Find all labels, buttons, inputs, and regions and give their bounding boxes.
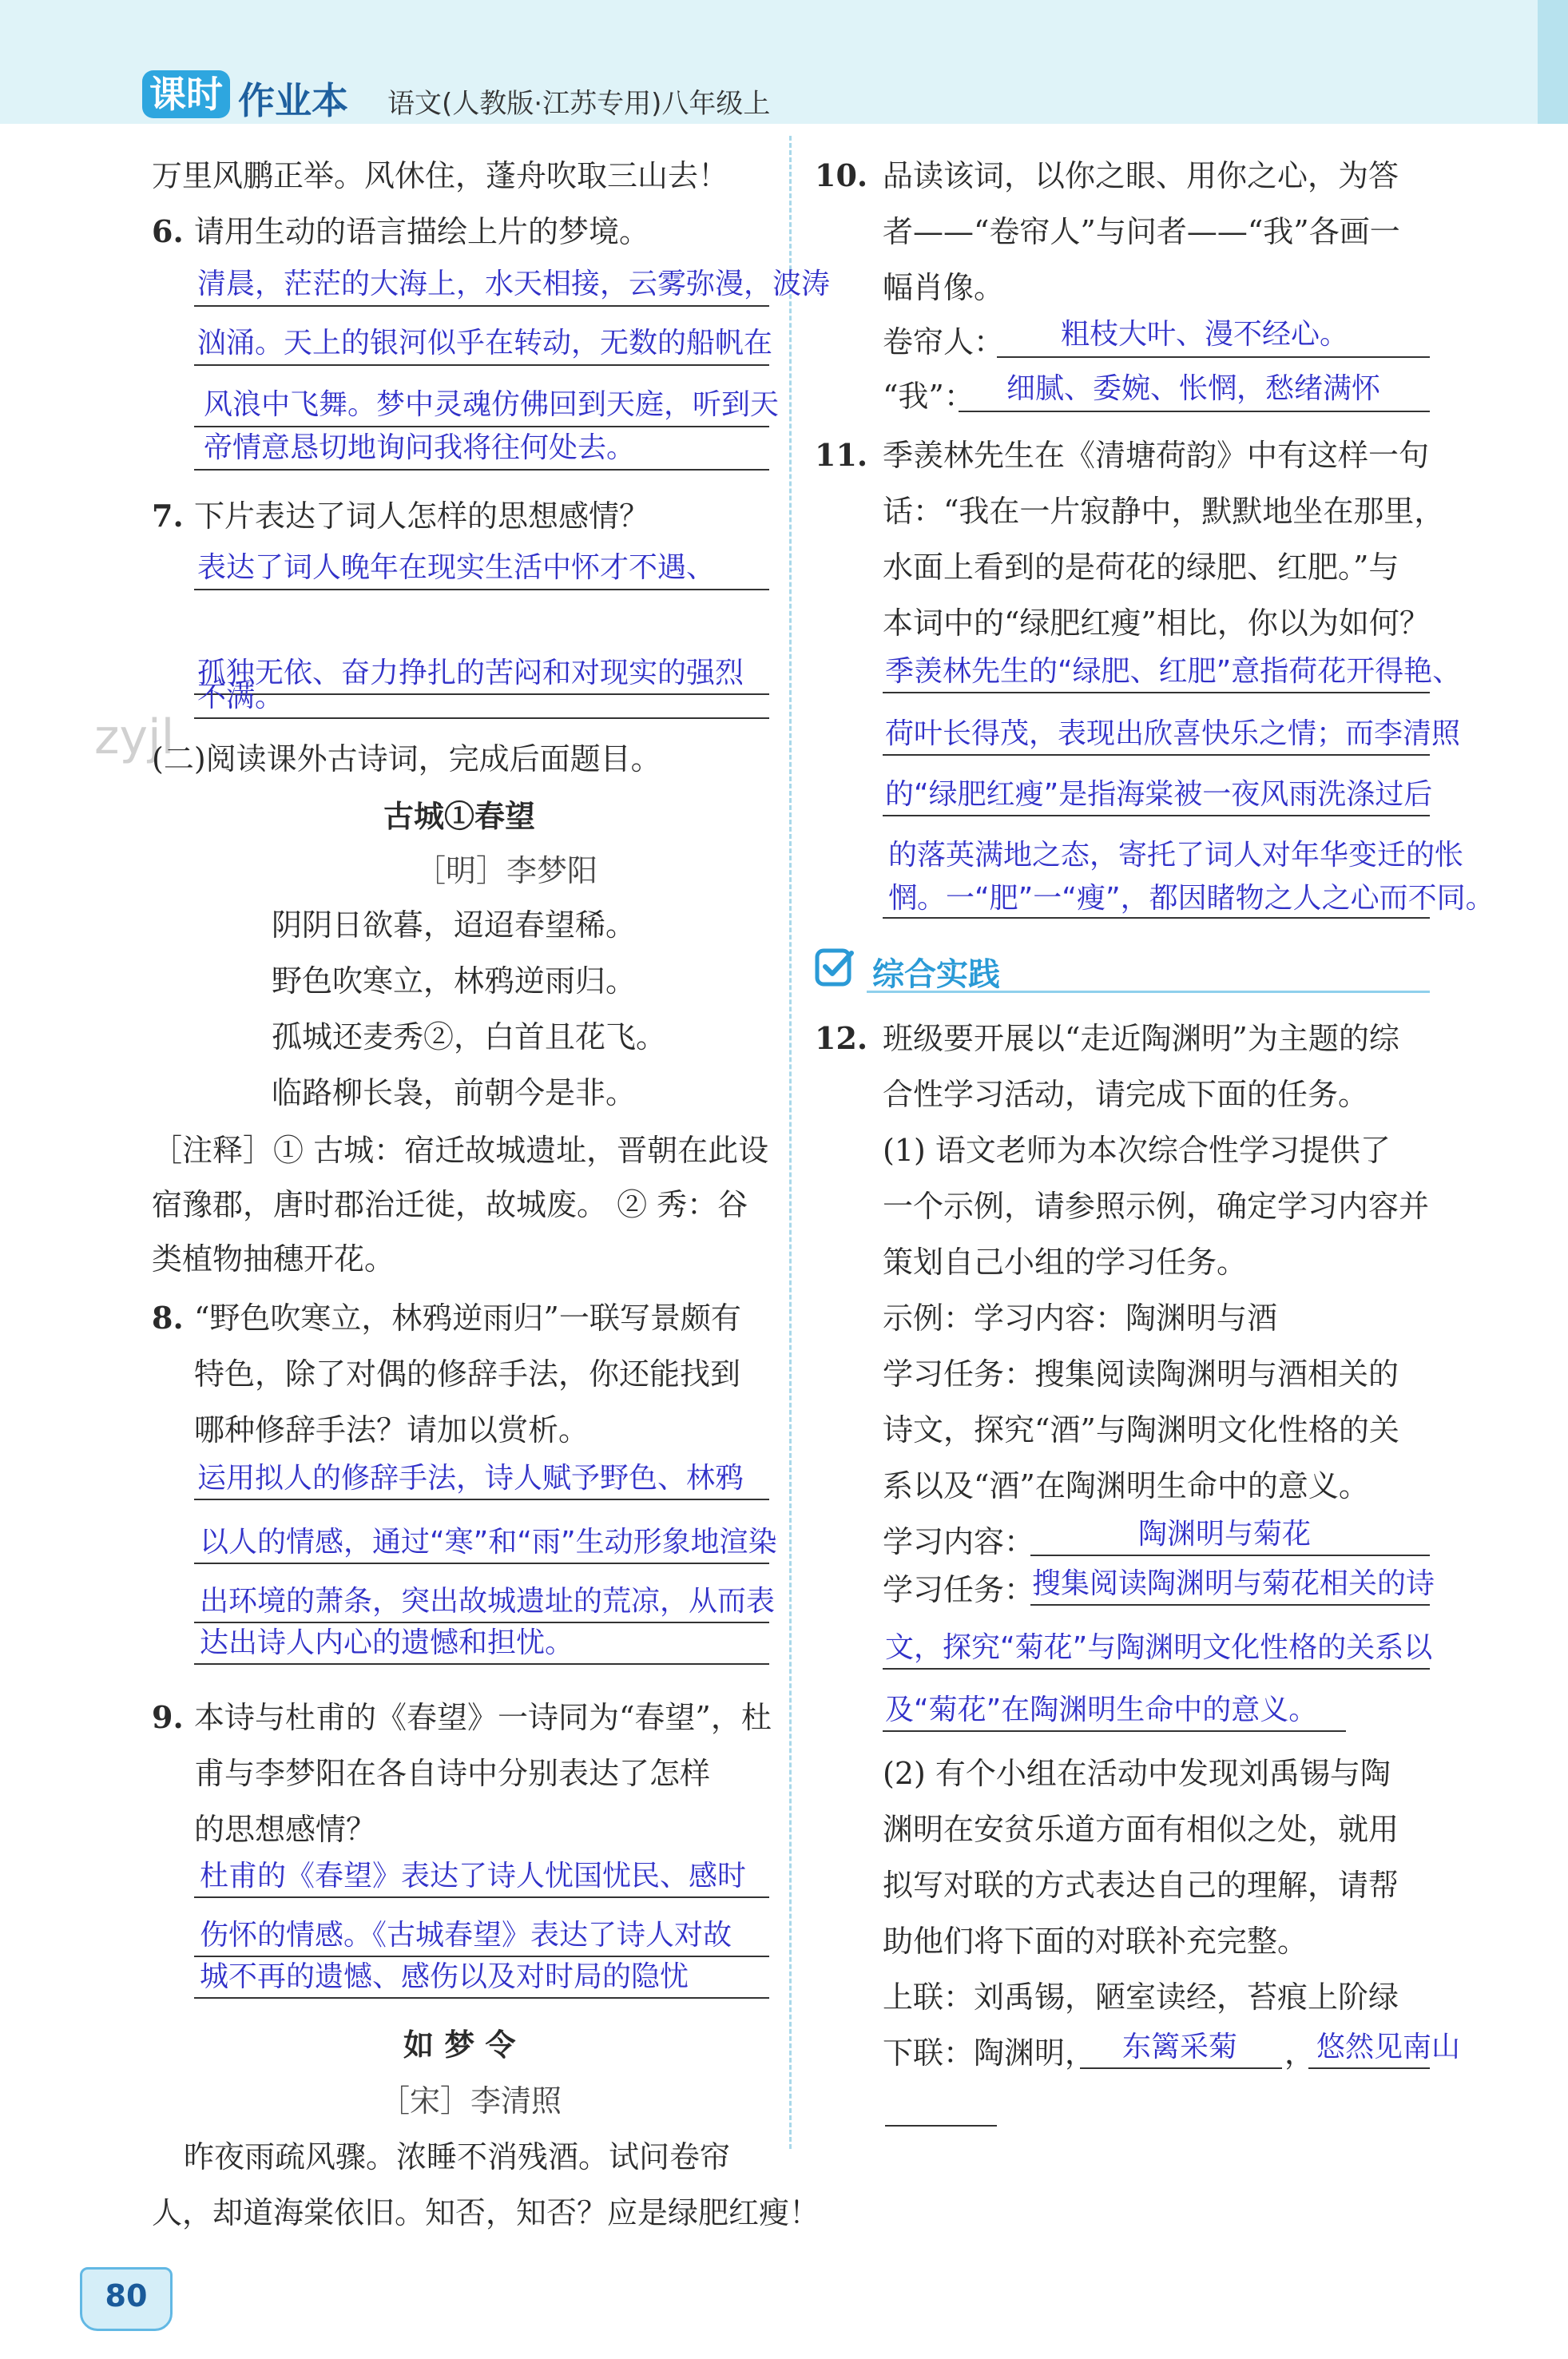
question-8-text: 特色，除了对偶的修辞手法，你还能找到 [194,1356,741,1392]
task-2-text: 助他们将下面的对联补充完整。 [883,1924,1308,1959]
annotation-line: 宿豫郡，唐时郡治迁徙，故城废。 ② 秀：谷 [152,1187,748,1222]
example-text: 诗文，探究“酒”与陶渊明文化性格的关 [883,1412,1399,1448]
question-8-text: 哪种修辞手法？请加以赏析。 [194,1412,589,1448]
answer-8-line-2: 以人的情感，通过“寒”和“雨”生动形象地渲染 [200,1526,777,1559]
question-number: 6. [152,213,184,249]
content-label: 学习内容： [883,1524,1035,1559]
answer-underline [1080,2067,1282,2069]
answer-couplet-1: 东篱采菊 [1122,2031,1238,2063]
question-number: 9. [152,1699,184,1735]
answer-underline [194,1997,769,1999]
question-number: 11. [815,437,868,473]
question-number: 8. [152,1300,184,1336]
poem-1-line: 临路柳长袅，前朝今是非。 [272,1075,637,1110]
book-title: 作业本 [238,79,348,122]
task-2-text: 渊明在安贫乐道方面有相似之处，就用 [883,1812,1399,1847]
watermark: zyjl [94,709,175,765]
checklist-icon [815,947,856,988]
poem-1-author: ［明］李梦阳 [415,853,598,888]
answer-6-line-2: 汹涌。天上的银河似乎在转动，无数的船帆在 [197,327,773,359]
answer-7-line-3: 不满。 [197,681,284,713]
portrait-label: 卷帘人： [883,324,1005,359]
answer-12-task-line-3: 及“菊花”在陶渊明生命中的意义。 [885,1694,1318,1726]
question-9-text: 本诗与杜甫的《春望》一诗同为“春望”，杜 [194,1700,772,1735]
book-subtitle: 语文(人教版·江苏专用)八年级上 [387,88,771,120]
poem-1-line: 阴阴日欲暮，迢迢春望稀。 [272,907,637,943]
answer-12-task-line-2: 文，探究“菊花”与陶渊明文化性格的关系以 [885,1631,1433,1664]
answer-underline [194,1499,769,1500]
answer-underline [194,717,769,719]
example-text: 学习任务：搜集阅读陶渊明与酒相关的 [883,1356,1399,1392]
answer-underline [883,815,1430,816]
page-number: 80 [105,2278,148,2313]
answer-8-line-1: 运用拟人的修辞手法，诗人赋予野色、林鸦 [197,1462,744,1495]
task-2-text: (2) 有个小组在活动中发现刘禹锡与陶 [883,1756,1391,1791]
question-10-text: 品读该词，以你之眼、用你之心，为答 [883,158,1399,193]
answer-7-line-2: 孤独无依、奋力挣扎的苦闷和对现实的强烈 [197,657,744,689]
answer-10-line-1: 粗枝大叶、漫不经心。 [1061,318,1349,351]
answer-underline [194,1663,769,1665]
answer-6-line-4: 帝情意恳切地询问我将往何处去。 [204,431,636,464]
answer-underline [194,1956,769,1957]
page-header [0,0,1568,124]
answer-9-line-1: 杜甫的《春望》表达了诗人忧国忧民、感时 [200,1860,747,1892]
task-2-text: 拟写对联的方式表达自己的理解，请帮 [883,1868,1399,1903]
question-6-text: 请用生动的语言描绘上片的梦境。 [194,214,650,249]
answer-6-line-3: 风浪中飞舞。梦中灵魂仿佛回到天庭，听到天 [204,388,780,421]
answer-underline [959,411,1430,412]
answer-underline [883,917,1430,919]
answer-underline [883,754,1430,756]
question-11-text: 话：“我在一片寂静中，默默地坐在那里， [883,494,1445,529]
answer-underline [1308,2067,1430,2069]
question-10-text: 者——“卷帘人”与问者——“我”各画一 [883,214,1400,249]
couplet-comma: ， [1284,2035,1316,2071]
answer-underline [885,2125,997,2127]
couplet-upper: 上联：刘禹锡，陋室读经，苔痕上阶绿 [883,1980,1399,2015]
answer-11-line-1: 季羡林先生的“绿肥、红肥”意指荷花开得艳、 [885,655,1462,688]
answer-8-line-3: 出环境的萧条，突出故城遗址的荒凉，从而表 [200,1585,776,1618]
answer-11-line-2: 荷叶长得茂，表现出欣喜快乐之情；而李清照 [885,717,1461,750]
poem-1-line: 孤城还麦秀②，白首且花飞。 [272,1019,667,1054]
column-divider [789,136,792,2149]
question-number: 7. [152,498,184,534]
answer-underline [194,469,769,471]
answer-6-line-1: 清晨，茫茫的大海上，水天相接，云雾弥漫，波涛 [197,268,831,300]
question-12-text: 班级要开展以“走近陶渊明”为主题的综 [883,1021,1399,1056]
question-12-text: 合性学习活动，请完成下面的任务。 [883,1077,1369,1112]
answer-underline [1030,1555,1430,1556]
answer-11-line-5: 惘。一“肥”一“瘦”，都因睹物之人之心而不同。 [888,882,1495,915]
question-11-text: 水面上看到的是荷花的绿肥、红肥。”与 [883,550,1399,585]
answer-underline [997,356,1430,358]
answer-8-line-4: 达出诗人内心的遗憾和担忧。 [200,1626,574,1659]
answer-11-line-4: 的落英满地之态，寄托了词人对年华变迁的怅 [888,839,1464,872]
answer-9-line-2: 伤怀的情感。《古城春望》表达了诗人对故 [200,1919,732,1952]
question-10-text: 幅肖像。 [883,270,1005,305]
poem-2-title: 如 梦 令 [403,2027,516,2063]
annotation-line: 类植物抽穗开花。 [152,1241,395,1277]
answer-underline [883,1730,1346,1732]
answer-11-line-3: 的“绿肥红瘦”是指海棠被一夜风雨洗涤过后 [885,778,1433,811]
poem-2-line: 人，却道海棠依旧。知否，知否？应是绿肥红瘦！ [152,2195,820,2230]
section-rule [867,991,1430,993]
example-text: 示例：学习内容：陶渊明与酒 [883,1301,1278,1336]
answer-10-line-2: 细腻、委婉、怅惘，愁绪满怀 [1006,372,1381,405]
answer-9-line-3: 城不再的遗憾、感伤以及对时局的隐忧 [200,1960,689,1993]
answer-underline [194,589,769,590]
question-9-text: 甫与李梦阳在各自诗中分别表达了怎样 [194,1756,711,1791]
question-11-text: 季羡林先生在《清塘荷韵》中有这样一句 [883,438,1430,473]
question-number: 10. [815,157,868,193]
answer-underline [194,1896,769,1898]
section-title: 综合实践 [872,956,1000,993]
example-text: 系以及“酒”在陶渊明生命中的意义。 [883,1468,1369,1503]
answer-underline [194,305,769,307]
poem-ending-line: 万里风鹏正举。风休住，蓬舟吹取三山去！ [152,158,729,193]
brand-logo: 课时 [142,70,230,118]
question-7-text: 下片表达了词人怎样的思想感情？ [194,498,650,534]
header-edge-tab [1538,0,1568,124]
answer-underline [883,1668,1430,1670]
answer-underline [883,692,1430,693]
answer-underline [194,364,769,366]
answer-7-line-1: 表达了词人晚年在现实生活中怀才不遇、 [197,551,716,584]
section-2-heading: (二)阅读课外古诗词，完成后面题目。 [152,741,661,776]
task-1-text: 一个示例，请参照示例，确定学习内容并 [883,1189,1430,1224]
task-1-text: (1) 语文老师为本次综合性学习提供了 [883,1133,1391,1168]
annotation-line: ［注释］① 古城：宿迁故城遗址，晋朝在此设 [152,1133,769,1168]
poem-2-line: 昨夜雨疏风骤。浓睡不消残酒。试问卷帘 [184,2139,731,2174]
poem-2-author: ［宋］李清照 [379,2083,562,2119]
answer-underline [1030,1604,1430,1606]
answer-underline [194,1563,769,1564]
answer-underline [194,1622,769,1623]
question-11-text: 本词中的“绿肥红瘦”相比，你以为如何？ [883,606,1430,641]
answer-12-task-line-1: 搜集阅读陶渊明与菊花相关的诗 [1032,1567,1435,1600]
poem-1-line: 野色吹寒立，林鸦逆雨归。 [272,963,637,999]
answer-underline [194,426,769,427]
task-1-text: 策划自己小组的学习任务。 [883,1245,1248,1280]
question-number: 12. [815,1020,868,1056]
question-9-text: 的思想感情？ [194,1812,377,1847]
poem-1-title: 古城①春望 [383,798,536,834]
couplet-lower-label: 下联：陶渊明， [883,2035,1096,2071]
task-label: 学习任务： [883,1572,1035,1607]
question-8-text: “野色吹寒立，林鸦逆雨归”一联写景颇有 [194,1301,741,1336]
answer-couplet-2: 悠然见南山 [1316,2031,1461,2063]
answer-12-content: 陶渊明与菊花 [1138,1518,1312,1551]
portrait-label: “我”： [883,379,975,414]
